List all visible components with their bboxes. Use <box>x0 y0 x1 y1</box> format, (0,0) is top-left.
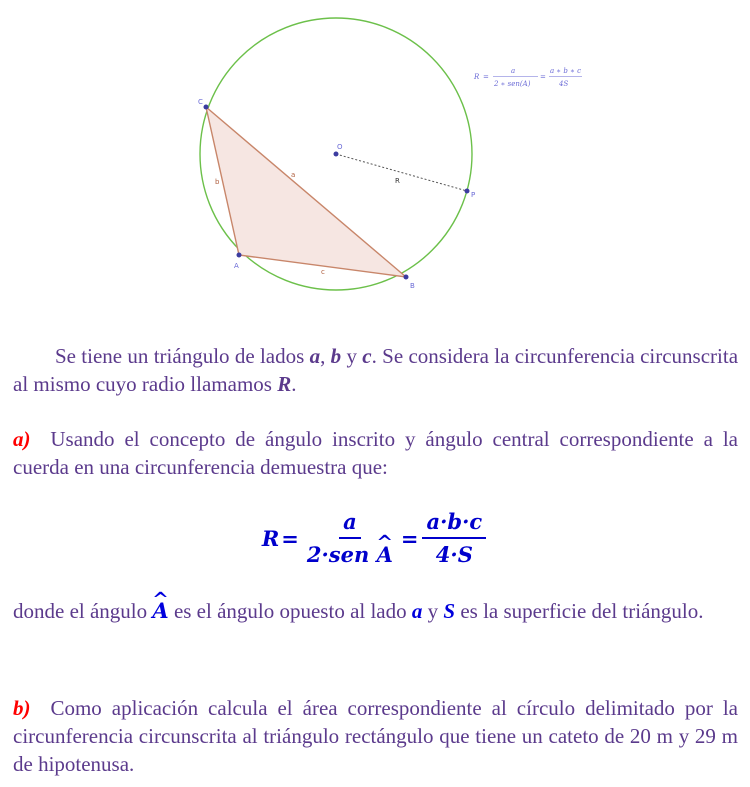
radius-segment <box>336 154 467 191</box>
label-p: P <box>471 191 476 199</box>
explain-surface-s: S <box>443 599 456 623</box>
formula-equals-2: = <box>400 525 419 551</box>
triangle-abc <box>206 107 406 277</box>
part-b-paragraph <box>13 694 738 778</box>
figure-formula-eq1: = <box>483 73 489 81</box>
explain-side-a: a <box>411 599 423 623</box>
geometry-figure <box>0 0 750 310</box>
formula-fraction-1 <box>303 509 397 567</box>
intro-side-c: c <box>362 344 372 368</box>
point-p <box>465 189 470 194</box>
label-b: B <box>410 282 415 290</box>
point-a <box>237 253 242 258</box>
figure-formula-den2: 4S <box>559 80 569 88</box>
formula-den1-angle-a: ^ A <box>377 542 393 567</box>
explain-text-3: es la superficie del triángulo. <box>455 599 704 623</box>
intro-side-a: a <box>309 344 321 368</box>
label-a: A <box>234 262 239 270</box>
main-formula <box>0 506 750 570</box>
intro-dot: . <box>291 372 297 396</box>
explain-and: y <box>422 599 444 623</box>
intro-comma: , <box>320 344 326 368</box>
intro-and: y <box>341 344 363 368</box>
formula-den1-sen: 2·sen <box>306 542 377 567</box>
label-c: C <box>198 98 203 106</box>
part-a-text: Usando el concepto de ángulo inscrito y ángulo central correspondiente a la cuerda en una circunferencia demuestra que: <box>13 427 738 479</box>
part-a-paragraph <box>13 425 738 481</box>
figure-formula-num2: a ∗ b ∗ c <box>550 67 581 75</box>
formula-equals-1: = <box>281 525 299 551</box>
explain-text-1: donde el ángulo <box>13 599 153 623</box>
formula-numerator-2: a·b·c <box>422 509 486 539</box>
explain-text-2: es el ángulo opuesto al lado <box>168 599 412 623</box>
part-b-marker: b) <box>13 696 31 720</box>
intro-radius-r: R <box>277 372 292 396</box>
part-a-marker: a) <box>13 427 31 451</box>
figure-formula-den1: 2 ∗ sen(A) <box>494 80 531 88</box>
formula-r: R <box>261 525 280 551</box>
label-o: O <box>337 143 343 151</box>
part-b-text: Como aplicación calcula el área correspondiente al círculo delimitado por la circunferencia circunscrita al triángulo rectángulo que tiene un cateto de 20 m y 29 m de hipotenusa. <box>13 696 738 776</box>
figure-formula-a: a <box>511 67 516 75</box>
formula-denominator-1 <box>303 539 397 567</box>
intro-text-1: Se tiene un triángulo de lados <box>55 344 310 368</box>
point-b <box>404 275 409 280</box>
intro-paragraph <box>13 342 738 398</box>
point-c <box>204 105 209 110</box>
figure-formula-r: R <box>474 73 480 81</box>
label-radius: R <box>395 177 400 185</box>
formula-numerator-1: a <box>339 509 361 539</box>
figure-formula-eq2: = <box>540 73 546 81</box>
point-o <box>334 152 339 157</box>
label-side-c: c <box>321 268 325 276</box>
label-side-a: a <box>291 171 296 179</box>
label-side-b: b <box>215 178 220 186</box>
figure-formula <box>473 67 582 88</box>
explain-angle-a: ^ A <box>152 597 168 625</box>
intro-text-2: . Se considera la circunferencia circunscrita al mismo cuyo radio llamamos <box>13 344 739 396</box>
explain-paragraph <box>13 597 738 625</box>
formula-fraction-2 <box>422 509 486 567</box>
intro-side-b: b <box>330 344 342 368</box>
formula-denominator-2: 4·S <box>435 542 473 567</box>
